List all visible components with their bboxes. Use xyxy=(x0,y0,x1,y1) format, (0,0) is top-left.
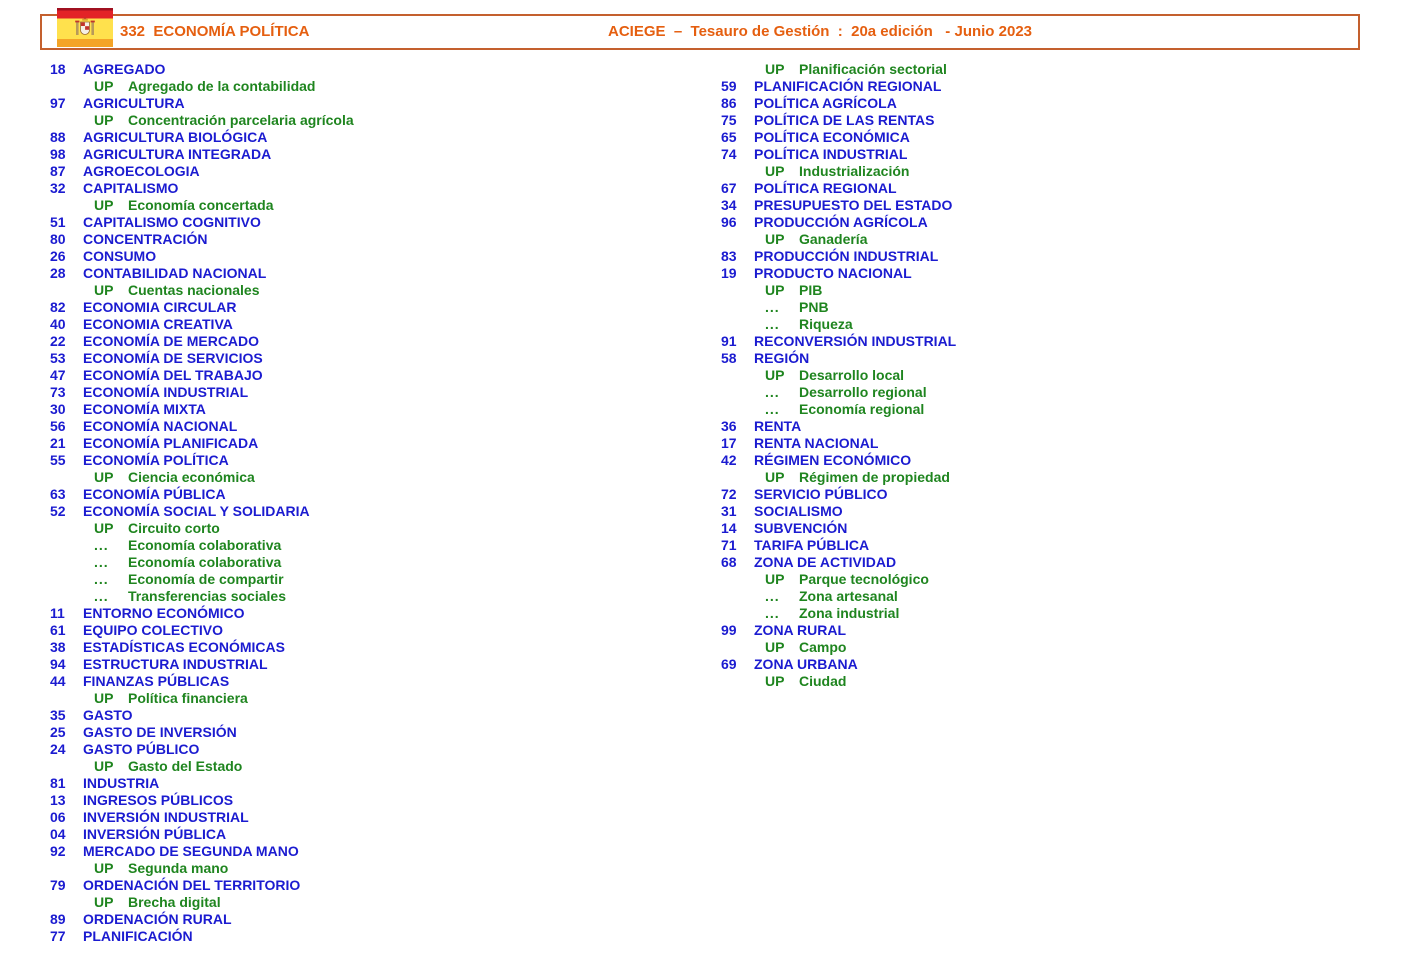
up-row xyxy=(671,571,1331,588)
term-row xyxy=(0,384,660,401)
up-prefix: UP xyxy=(94,894,114,910)
term-row xyxy=(0,163,660,180)
spain-flag-icon xyxy=(57,8,113,47)
term-row xyxy=(0,639,660,656)
term-number: 26 xyxy=(50,248,66,264)
up-row xyxy=(671,299,1331,316)
term-label: PLANIFICACIÓN xyxy=(83,928,193,944)
term-number: 59 xyxy=(721,78,737,94)
term-row xyxy=(671,452,1331,469)
up-prefix: UP xyxy=(94,197,114,213)
term-number: 87 xyxy=(50,163,66,179)
term-row xyxy=(671,180,1331,197)
up-continuation-prefix: ... xyxy=(94,537,109,553)
up-label: Zona industrial xyxy=(799,605,900,621)
spain-flag-graphic xyxy=(57,8,113,47)
up-continuation-prefix: ... xyxy=(765,605,780,621)
page-title: 332 ECONOMÍA POLÍTICA xyxy=(120,23,310,40)
up-prefix: UP xyxy=(765,367,785,383)
term-label: INVERSIÓN PÚBLICA xyxy=(83,826,227,842)
term-row xyxy=(0,214,660,231)
term-number: 44 xyxy=(50,673,66,689)
term-number: 06 xyxy=(50,809,66,825)
term-label: INGRESOS PÚBLICOS xyxy=(83,792,234,808)
term-label: SERVICIO PÚBLICO xyxy=(754,486,888,502)
term-label: SUBVENCIÓN xyxy=(754,520,848,536)
term-row xyxy=(671,214,1331,231)
term-number: 88 xyxy=(50,129,66,145)
term-row xyxy=(671,197,1331,214)
up-label: Zona artesanal xyxy=(799,588,898,604)
term-row xyxy=(0,435,660,452)
term-row xyxy=(671,146,1331,163)
term-row xyxy=(0,877,660,894)
term-number: 31 xyxy=(721,503,737,519)
term-label: CONSUMO xyxy=(83,248,157,264)
term-number: 40 xyxy=(50,316,66,332)
term-number: 80 xyxy=(50,231,66,247)
up-row xyxy=(0,571,660,588)
term-number: 99 xyxy=(721,622,737,638)
up-row xyxy=(0,758,660,775)
up-continuation-prefix: ... xyxy=(765,299,780,315)
term-row xyxy=(671,333,1331,350)
term-number: 17 xyxy=(721,435,737,451)
term-label: INVERSIÓN INDUSTRIAL xyxy=(83,809,249,825)
term-number: 79 xyxy=(50,877,66,893)
term-row xyxy=(0,707,660,724)
term-number: 94 xyxy=(50,656,66,672)
term-label: POLÍTICA REGIONAL xyxy=(754,180,897,196)
term-row xyxy=(0,911,660,928)
term-number: 73 xyxy=(50,384,66,400)
term-row xyxy=(0,316,660,333)
up-row xyxy=(671,61,1331,78)
up-row xyxy=(0,588,660,605)
term-label: ECONOMIA CIRCULAR xyxy=(83,299,237,315)
up-row xyxy=(0,78,660,95)
term-label: PRODUCTO NACIONAL xyxy=(754,265,912,281)
term-number: 04 xyxy=(50,826,66,842)
up-prefix: UP xyxy=(765,231,785,247)
term-label: ECONOMÍA NACIONAL xyxy=(83,418,238,434)
term-number: 25 xyxy=(50,724,66,740)
up-prefix: UP xyxy=(94,112,114,128)
term-row xyxy=(0,826,660,843)
term-row xyxy=(671,622,1331,639)
term-row xyxy=(671,350,1331,367)
term-label: POLÍTICA INDUSTRIAL xyxy=(754,146,908,162)
up-continuation-prefix: ... xyxy=(765,401,780,417)
term-label: ECONOMÍA PÚBLICA xyxy=(83,486,226,502)
term-number: 14 xyxy=(721,520,737,536)
term-label: CONCENTRACIÓN xyxy=(83,231,208,247)
term-number: 86 xyxy=(721,95,737,111)
up-prefix: UP xyxy=(765,163,785,179)
up-prefix: UP xyxy=(94,78,114,94)
term-row xyxy=(0,809,660,826)
term-label: ESTRUCTURA INDUSTRIAL xyxy=(83,656,268,672)
up-row xyxy=(671,639,1331,656)
term-label: AGREGADO xyxy=(83,61,166,77)
up-continuation-prefix: ... xyxy=(94,554,109,570)
up-row xyxy=(671,163,1331,180)
up-prefix: UP xyxy=(94,758,114,774)
term-number: 65 xyxy=(721,129,737,145)
term-row xyxy=(671,537,1331,554)
up-label: Cuentas nacionales xyxy=(128,282,260,298)
up-label: Economía de compartir xyxy=(128,571,284,587)
term-number: 32 xyxy=(50,180,66,196)
term-row xyxy=(671,265,1331,282)
term-number: 68 xyxy=(721,554,737,570)
up-label: Ganadería xyxy=(799,231,868,247)
term-row xyxy=(671,95,1331,112)
term-number: 97 xyxy=(50,95,66,111)
term-row xyxy=(671,554,1331,571)
term-label: ZONA RURAL xyxy=(754,622,847,638)
up-row xyxy=(0,554,660,571)
term-label: FINANZAS PÚBLICAS xyxy=(83,673,230,689)
term-row xyxy=(671,418,1331,435)
term-label: PRODUCCIÓN AGRÍCOLA xyxy=(754,214,928,230)
term-label: RECONVERSIÓN INDUSTRIAL xyxy=(754,333,957,349)
term-label: RÉGIMEN ECONÓMICO xyxy=(754,452,912,468)
term-label: AGROECOLOGIA xyxy=(83,163,200,179)
up-continuation-prefix: ... xyxy=(765,316,780,332)
term-number: 53 xyxy=(50,350,66,366)
up-label: Transferencias sociales xyxy=(128,588,286,604)
term-row xyxy=(0,146,660,163)
term-number: 55 xyxy=(50,452,66,468)
term-row xyxy=(0,61,660,78)
term-row xyxy=(671,248,1331,265)
up-row xyxy=(671,231,1331,248)
up-label: PNB xyxy=(799,299,829,315)
up-label: Política financiera xyxy=(128,690,248,706)
term-row xyxy=(0,401,660,418)
term-number: 71 xyxy=(721,537,737,553)
up-prefix: UP xyxy=(94,520,114,536)
up-label: Concentración parcelaria agrícola xyxy=(128,112,354,128)
term-label: CONTABILIDAD NACIONAL xyxy=(83,265,267,281)
term-label: ECONOMÍA MIXTA xyxy=(83,401,206,417)
term-label: RENTA NACIONAL xyxy=(754,435,879,451)
term-row xyxy=(0,418,660,435)
up-row xyxy=(0,469,660,486)
term-label: ECONOMIA CREATIVA xyxy=(83,316,233,332)
edition-title: ACIEGE – Tesauro de Gestión : 20a edición - Junio 2023 xyxy=(608,23,1033,40)
term-label: ENTORNO ECONÓMICO xyxy=(83,605,245,621)
term-row xyxy=(0,741,660,758)
term-label: GASTO PÚBLICO xyxy=(83,741,200,757)
term-number: 24 xyxy=(50,741,66,757)
term-number: 22 xyxy=(50,333,66,349)
up-row xyxy=(0,112,660,129)
term-label: ECONOMÍA INDUSTRIAL xyxy=(83,384,249,400)
term-label: CAPITALISMO xyxy=(83,180,179,196)
up-label: Brecha digital xyxy=(128,894,221,910)
up-label: PIB xyxy=(799,282,823,298)
term-number: 92 xyxy=(50,843,66,859)
term-row xyxy=(0,265,660,282)
term-row xyxy=(671,486,1331,503)
up-prefix: UP xyxy=(765,282,785,298)
up-label: Riqueza xyxy=(799,316,853,332)
term-label: GASTO DE INVERSIÓN xyxy=(83,724,237,740)
term-label: POLÍTICA ECONÓMICA xyxy=(754,129,910,145)
term-number: 69 xyxy=(721,656,737,672)
up-row xyxy=(671,605,1331,622)
term-number: 89 xyxy=(50,911,66,927)
up-row xyxy=(671,316,1331,333)
up-label: Ciudad xyxy=(799,673,847,689)
up-label: Régimen de propiedad xyxy=(799,469,950,485)
term-label: ECONOMÍA SOCIAL Y SOLIDARIA xyxy=(83,503,310,519)
term-row xyxy=(671,503,1331,520)
term-row xyxy=(0,350,660,367)
term-number: 11 xyxy=(50,605,65,621)
up-label: Industrialización xyxy=(799,163,910,179)
up-row xyxy=(0,537,660,554)
up-label: Economía concertada xyxy=(128,197,274,213)
up-label: Circuito corto xyxy=(128,520,220,536)
term-row xyxy=(671,112,1331,129)
term-number: 34 xyxy=(721,197,737,213)
term-row xyxy=(671,520,1331,537)
up-label: Desarrollo local xyxy=(799,367,905,383)
term-number: 30 xyxy=(50,401,66,417)
term-label: ZONA DE ACTIVIDAD xyxy=(754,554,897,570)
up-row xyxy=(0,520,660,537)
term-number: 82 xyxy=(50,299,66,315)
term-row xyxy=(0,129,660,146)
up-prefix: UP xyxy=(765,639,785,655)
up-label: Economía colaborativa xyxy=(128,554,282,570)
up-label: Economía colaborativa xyxy=(128,537,282,553)
up-prefix: UP xyxy=(765,673,785,689)
term-number: 67 xyxy=(721,180,737,196)
up-row xyxy=(671,469,1331,486)
term-number: 13 xyxy=(50,792,66,808)
up-label: Campo xyxy=(799,639,847,655)
term-label: ECONOMÍA DE SERVICIOS xyxy=(83,350,263,366)
term-label: ECONOMÍA PLANIFICADA xyxy=(83,435,259,451)
up-row xyxy=(0,894,660,911)
up-row xyxy=(671,384,1331,401)
term-row xyxy=(0,503,660,520)
term-row xyxy=(0,299,660,316)
term-row xyxy=(0,622,660,639)
term-row xyxy=(0,333,660,350)
term-label: RENTA xyxy=(754,418,802,434)
up-row xyxy=(0,282,660,299)
term-number: 77 xyxy=(50,928,66,944)
term-label: ESTADÍSTICAS ECONÓMICAS xyxy=(83,639,285,655)
up-label: Desarrollo regional xyxy=(799,384,927,400)
up-row xyxy=(671,282,1331,299)
up-label: Ciencia económica xyxy=(128,469,255,485)
term-number: 75 xyxy=(721,112,737,128)
term-number: 21 xyxy=(50,435,66,451)
term-row xyxy=(0,724,660,741)
term-number: 72 xyxy=(721,486,737,502)
up-label: Economía regional xyxy=(799,401,925,417)
up-continuation-prefix: ... xyxy=(765,588,780,604)
up-label: Parque tecnológico xyxy=(799,571,929,587)
term-row xyxy=(671,435,1331,452)
term-number: 42 xyxy=(721,452,737,468)
up-row xyxy=(0,197,660,214)
term-number: 63 xyxy=(50,486,66,502)
term-number: 81 xyxy=(50,775,66,791)
up-row xyxy=(0,690,660,707)
term-row xyxy=(0,231,660,248)
term-label: GASTO xyxy=(83,707,133,723)
term-row xyxy=(671,656,1331,673)
term-row xyxy=(0,180,660,197)
up-label: Agregado de la contabilidad xyxy=(128,78,316,94)
up-row xyxy=(671,673,1331,690)
term-label: REGIÓN xyxy=(754,350,810,366)
term-label: ZONA URBANA xyxy=(754,656,858,672)
term-label: MERCADO DE SEGUNDA MANO xyxy=(83,843,299,859)
up-label: Segunda mano xyxy=(128,860,229,876)
up-prefix: UP xyxy=(765,469,785,485)
term-number: 98 xyxy=(50,146,66,162)
up-row xyxy=(671,588,1331,605)
term-label: SOCIALISMO xyxy=(754,503,843,519)
term-label: AGRICULTURA INTEGRADA xyxy=(83,146,272,162)
term-label: ECONOMÍA DE MERCADO xyxy=(83,333,260,349)
up-prefix: UP xyxy=(94,690,114,706)
term-row xyxy=(671,129,1331,146)
term-number: 74 xyxy=(721,146,737,162)
term-row xyxy=(0,843,660,860)
term-number: 56 xyxy=(50,418,66,434)
term-row xyxy=(0,928,660,945)
term-number: 38 xyxy=(50,639,66,655)
up-continuation-prefix: ... xyxy=(94,571,109,587)
term-number: 91 xyxy=(721,333,737,349)
term-row xyxy=(0,792,660,809)
term-number: 61 xyxy=(50,622,66,638)
term-label: CAPITALISMO COGNITIVO xyxy=(83,214,261,230)
up-row xyxy=(671,367,1331,384)
up-prefix: UP xyxy=(765,571,785,587)
term-label: INDUSTRIA xyxy=(83,775,160,791)
term-column-left xyxy=(0,61,660,945)
term-label: TARIFA PÚBLICA xyxy=(754,537,870,553)
up-label: Planificación sectorial xyxy=(799,61,947,77)
term-row xyxy=(0,367,660,384)
term-number: 58 xyxy=(721,350,737,366)
term-label: ECONOMÍA DEL TRABAJO xyxy=(83,367,263,383)
term-row xyxy=(0,656,660,673)
up-label: Gasto del Estado xyxy=(128,758,243,774)
term-row xyxy=(0,775,660,792)
term-number: 52 xyxy=(50,503,66,519)
term-label: EQUIPO COLECTIVO xyxy=(83,622,224,638)
term-number: 18 xyxy=(50,61,66,77)
up-row xyxy=(671,401,1331,418)
term-label: ORDENACIÓN RURAL xyxy=(83,911,232,927)
up-row xyxy=(0,860,660,877)
term-row xyxy=(671,78,1331,95)
term-label: ORDENACIÓN DEL TERRITORIO xyxy=(83,877,301,893)
term-row xyxy=(0,452,660,469)
term-label: ECONOMÍA POLÍTICA xyxy=(83,452,229,468)
term-label: POLÍTICA DE LAS RENTAS xyxy=(754,112,935,128)
up-prefix: UP xyxy=(94,469,114,485)
term-label: AGRICULTURA BIOLÓGICA xyxy=(83,129,268,145)
term-row xyxy=(0,95,660,112)
term-label: POLÍTICA AGRÍCOLA xyxy=(754,95,897,111)
up-prefix: UP xyxy=(765,61,785,77)
term-label: PRESUPUESTO DEL ESTADO xyxy=(754,197,953,213)
term-number: 83 xyxy=(721,248,737,264)
term-number: 36 xyxy=(721,418,737,434)
term-row xyxy=(0,673,660,690)
up-continuation-prefix: ... xyxy=(765,384,780,400)
term-row xyxy=(0,248,660,265)
up-continuation-prefix: ... xyxy=(94,588,109,604)
term-number: 47 xyxy=(50,367,66,383)
term-label: AGRICULTURA xyxy=(83,95,185,111)
term-label: PRODUCCIÓN INDUSTRIAL xyxy=(754,248,939,264)
term-column-right xyxy=(671,61,1331,690)
term-label: PLANIFICACIÓN REGIONAL xyxy=(754,78,942,94)
up-prefix: UP xyxy=(94,282,114,298)
term-number: 96 xyxy=(721,214,737,230)
term-number: 28 xyxy=(50,265,66,281)
term-number: 19 xyxy=(721,265,737,281)
term-number: 51 xyxy=(50,214,66,230)
up-prefix: UP xyxy=(94,860,114,876)
term-row xyxy=(0,486,660,503)
term-number: 35 xyxy=(50,707,66,723)
term-row xyxy=(0,605,660,622)
